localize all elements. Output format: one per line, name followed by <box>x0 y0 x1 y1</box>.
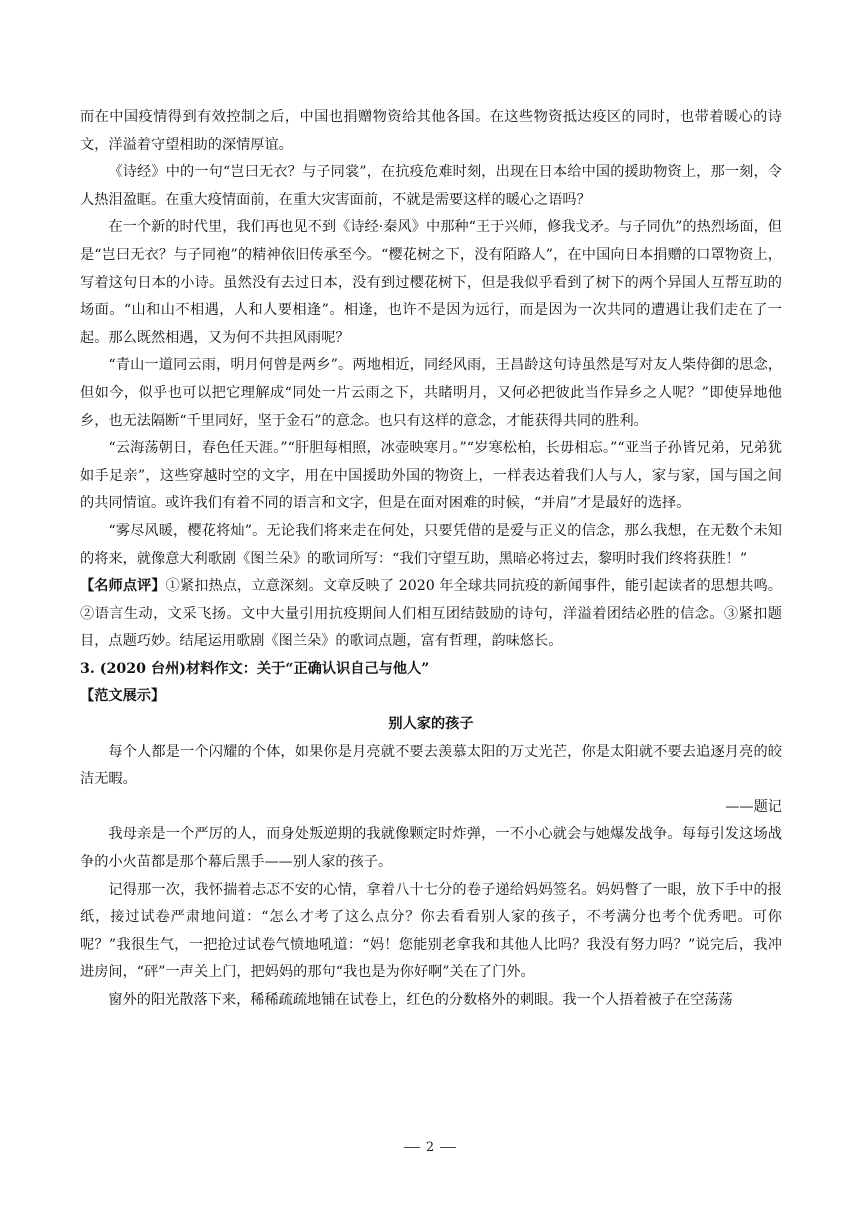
paragraph: 而在中国疫情得到有效控制之后，中国也捐赠物资给其他各国。在这些物资抵达疫区的同时，也带着暖心的诗文，洋溢着守望相助的深情厚谊。 <box>80 109 782 153</box>
footer-dash-left <box>404 1147 420 1148</box>
page-number: 2 <box>425 1140 435 1155</box>
paragraph: “云海荡朝日，春色任天涯。”“肝胆每相照，冰壶映寒月。”“岁寒松柏，长毋相忘。”“亚当子孙皆兄弟，兄弟犹如手足亲”，这些穿越时空的文字，用在中国援助外国的物资上，一样表达着我们人与人，家与家，国与国之间的共同情谊。或许我们有着不同的语言和文字，但是在面对困难的时候，“并肩”才是最好的选择。 <box>80 440 782 512</box>
comment-label: 【名师点评】 <box>80 578 166 595</box>
paragraph: “青山一道同云雨，明月何曾是两乡”。两地相近，同经风雨，王昌龄这句诗虽然是写对友人柴侍御的思念，但如今，似乎也可以把它理解成“同处一片云雨之下，共睹明月，又何必把彼此当作异乡之人呢？”即使异地他乡，也无法隔断“千里同好，坚于金石”的意念。也只有这样的意念，才能获得共同的胜利。 <box>80 357 782 429</box>
teacher-comment <box>80 573 782 656</box>
essay-title: 别人家的孩子 <box>388 716 474 733</box>
footer-dash-right <box>440 1147 456 1148</box>
comment-text: ①紧扣热点，立意深刻。文章反映了 2020 年全球共同抗疫的新闻事件，能引起读者的思想共鸣。②语言生动，文采飞扬。文中大量引用抗疫期间人们相互团结鼓励的诗句，洋溢着团结必胜的信念。③紧扣题目，点题巧妙。结尾运用歌剧《图兰朵》的歌词点题，富有哲理，韵味悠长。 <box>80 578 782 650</box>
document-body <box>80 104 782 1015</box>
essay-paragraph: 窗外的阳光散落下来，稀稀疏疏地铺在试卷上，红色的分数格外的刺眼。我一个人捂着被子在空荡荡 <box>108 992 733 1008</box>
page-footer <box>0 1140 860 1155</box>
paragraph: 在一个新的时代里，我们再也见不到《诗经·秦风》中那种“王于兴师，修我戈矛。与子同仇”的热烈场面，但是“岂曰无衣？与子同袍”的精神依旧传承至今。“樱花树之下，没有陌路人”，在中国向日本捐赠的口罩物资上，写着这句日本的小诗。虽然没有去过日本，没有到过樱花树下，但是我似乎看到了树下的两个异国人互帮互助的场面。“山和山不相遇，人和人要相逢”。相逢，也许不是因为远行，而是因为一次共同的遭遇让我们走在了一起。那么既然相遇，又为何不共担风雨呢？ <box>80 219 782 346</box>
essay-paragraph: 记得那一次，我怀揣着忐忑不安的心情，拿着八十七分的卷子递给妈妈签名。妈妈瞥了一眼，放下手中的报纸，接过试卷严肃地问道：“怎么才考了这么点分？你去看看别人家的孩子，不考满分也考个优秀吧。可你呢？”我很生气，一把抢过试卷气愤地吼道：“妈！您能别老拿我和其他人比吗？我没有努力吗？”说完后，我冲进房间，“砰”一声关上门，把妈妈的那句“我也是为你好啊”关在了门外。 <box>80 881 782 981</box>
essay-paragraph: 我母亲是一个严厉的人，而身处叛逆期的我就像颗定时炸弹，一不小心就会与她爆发战争。每每引发这场战争的小火苗都是那个幕后黑手——别人家的孩子。 <box>80 826 782 871</box>
epigraph: 每个人都是一个闪耀的个体，如果你是月亮就不要去羡慕太阳的万丈光芒，你是太阳就不要去追逐月亮的皎洁无暇。 <box>80 743 782 788</box>
paragraph: 《诗经》中的一句“岂曰无衣？与子同裳”，在抗疫危难时刻，出现在日本给中国的援助物资上，那一刻，令人热泪盈眶。在重大疫情面前，在重大灾害面前，不就是需要这样的暖心之语吗？ <box>80 164 782 208</box>
question-heading: 3. (2020 台州)材料作文：关于“正确认识自己与他人” <box>80 660 430 677</box>
paragraph: “雾尽风暖，樱花将灿”。无论我们将来走在何处，只要凭借的是爱与正义的信念，那么我想，在无数个未知的将来，就像意大利歌剧《图兰朵》的歌词所写：“我们守望互助，黑暗必将过去，黎明时我们终将获胜！” <box>80 522 782 567</box>
sample-label: 【范文展示】 <box>80 688 166 705</box>
epigraph-sign: ——题记 <box>725 798 782 815</box>
